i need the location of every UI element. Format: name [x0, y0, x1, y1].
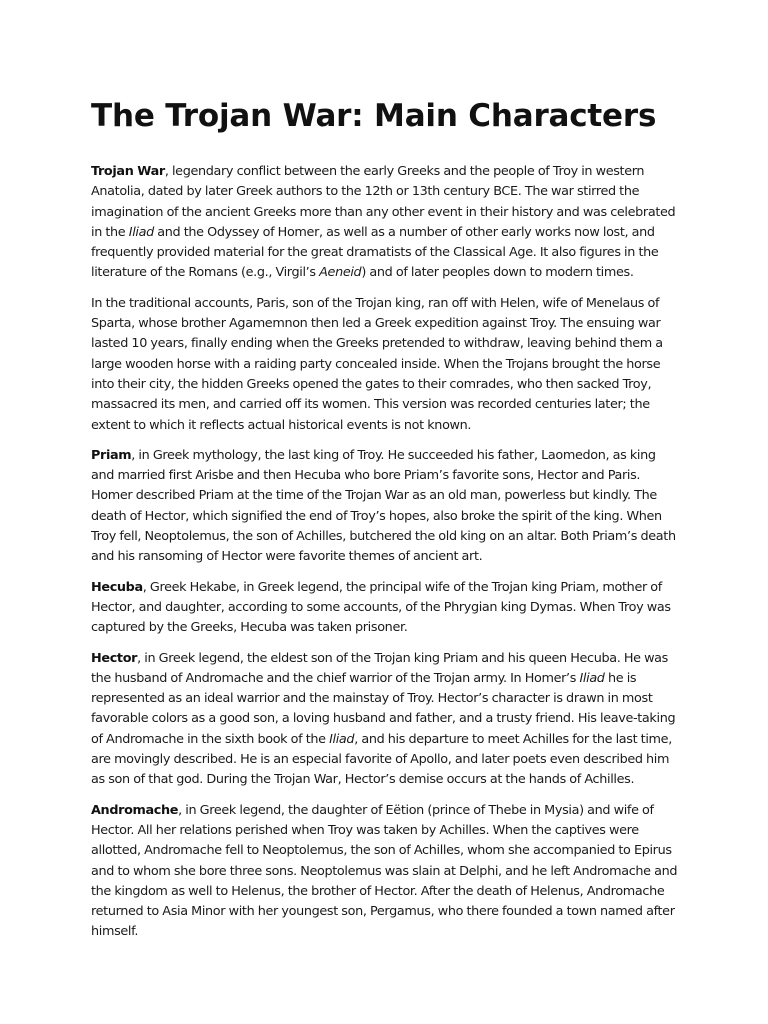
term-hecuba: Hecuba [91, 579, 143, 595]
paragraph-andromache: Andromache, in Greek legend, the daughter of Eëtion (prince of Thebe in Mysia) and wife of Hector. All her relations perished when Troy was taken by Achilles. When the captives were allotted, Andromache fell to Neoptolemus, the son of Achilles, whom she accompanied to Epirus and to whom she bore three sons. Neoptolemus was slain at Delphi, and he left Andromache and the kingdom as well to Helenus, the brother of Hector. After the death of Helenus, Andromache returned to Asia Minor with her youngest son, Pergamus, who there founded a town named after himself. [91, 802, 678, 940]
paragraph-hecuba: Hecuba, Greek Hekabe, in Greek legend, the principal wife of the Trojan king Priam, mother of Hector, and daughter, according to some accounts, of the Phrygian king Dymas. When Troy was captured by the Greeks, Hecuba was taken prisoner. [91, 579, 671, 636]
term-hector: Hector [91, 650, 138, 666]
term-andromache: Andromache [91, 802, 179, 818]
paragraph-priam: Priam, in Greek mythology, the last king of Troy. He succeeded his father, Laomedon, as king and married first Arisbe and then Hecuba who bore Priam’s favorite sons, Hector and Paris. Homer described Priam at the time of the Trojan War as an old man, powerless but kindly. The death of Hector, which signified the end of Troy’s hopes, also broke the spirit of the king. When Troy fell, Neoptolemus, the son of Achilles, butchered the old king on an altar. Both Priam’s death and his ransoming of Hector were favorite themes of ancient art. [91, 447, 676, 565]
term-trojan-war: Trojan War [91, 164, 165, 179]
document-page [91, 95, 679, 953]
page-title: The Trojan War: Main Characters [91, 98, 657, 134]
paragraph-hector: Hector, in Greek legend, the eldest son of the Trojan king Priam and his queen Hecuba. He was the husband of Andromache and the chief warrior of the Trojan army. In Homer’s Iliad he is represented as an ideal warrior and the mainstay of Troy. Hector’s character is drawn in most favorable colors as a good son, a loving husband and father, and a trusty friend. His leave-taking of Andromache in the sixth book of the Iliad, and his departure to meet Achilles for the last time, are movingly described. He is an especial favorite of Apollo, and later poets even described him as son of that god. During the Trojan War, Hector’s demise occurs at the hands of Achilles. [91, 650, 676, 788]
paragraph-trojan-war: Trojan War, legendary conflict between the early Greeks and the people of Troy in western Anatolia, dated by later Greek authors to the 12th or 13th century BCE. The war stirred the imagination of the ancient Greeks more than any other event in their history and was celebrated in the Iliad and the Odyssey of Homer, as well as a number of other early works now lost, and frequently provided material for the great dramatists of the Classical Age. It also figures in the literature of the Romans (e.g., Virgil’s Aeneid) and of later peoples down to modern times. [91, 164, 676, 281]
paragraph-traditional-accounts: In the traditional accounts, Paris, son of the Trojan king, ran off with Helen, wife of Menelaus of Sparta, whose brother Agamemnon then led a Greek expedition against Troy. The ensuing war lasted 10 years, finally ending when the Greeks pretended to withdraw, leaving behind them a large wooden horse with a raiding party concealed inside. When the Trojans brought the horse into their city, the hidden Greeks opened the gates to their comrades, who then sacked Troy, massacred its men, and carried off its women. This version was recorded centuries later; the extent to which it reflects actual historical events is not known. [91, 295, 663, 433]
term-priam: Priam [91, 447, 132, 463]
